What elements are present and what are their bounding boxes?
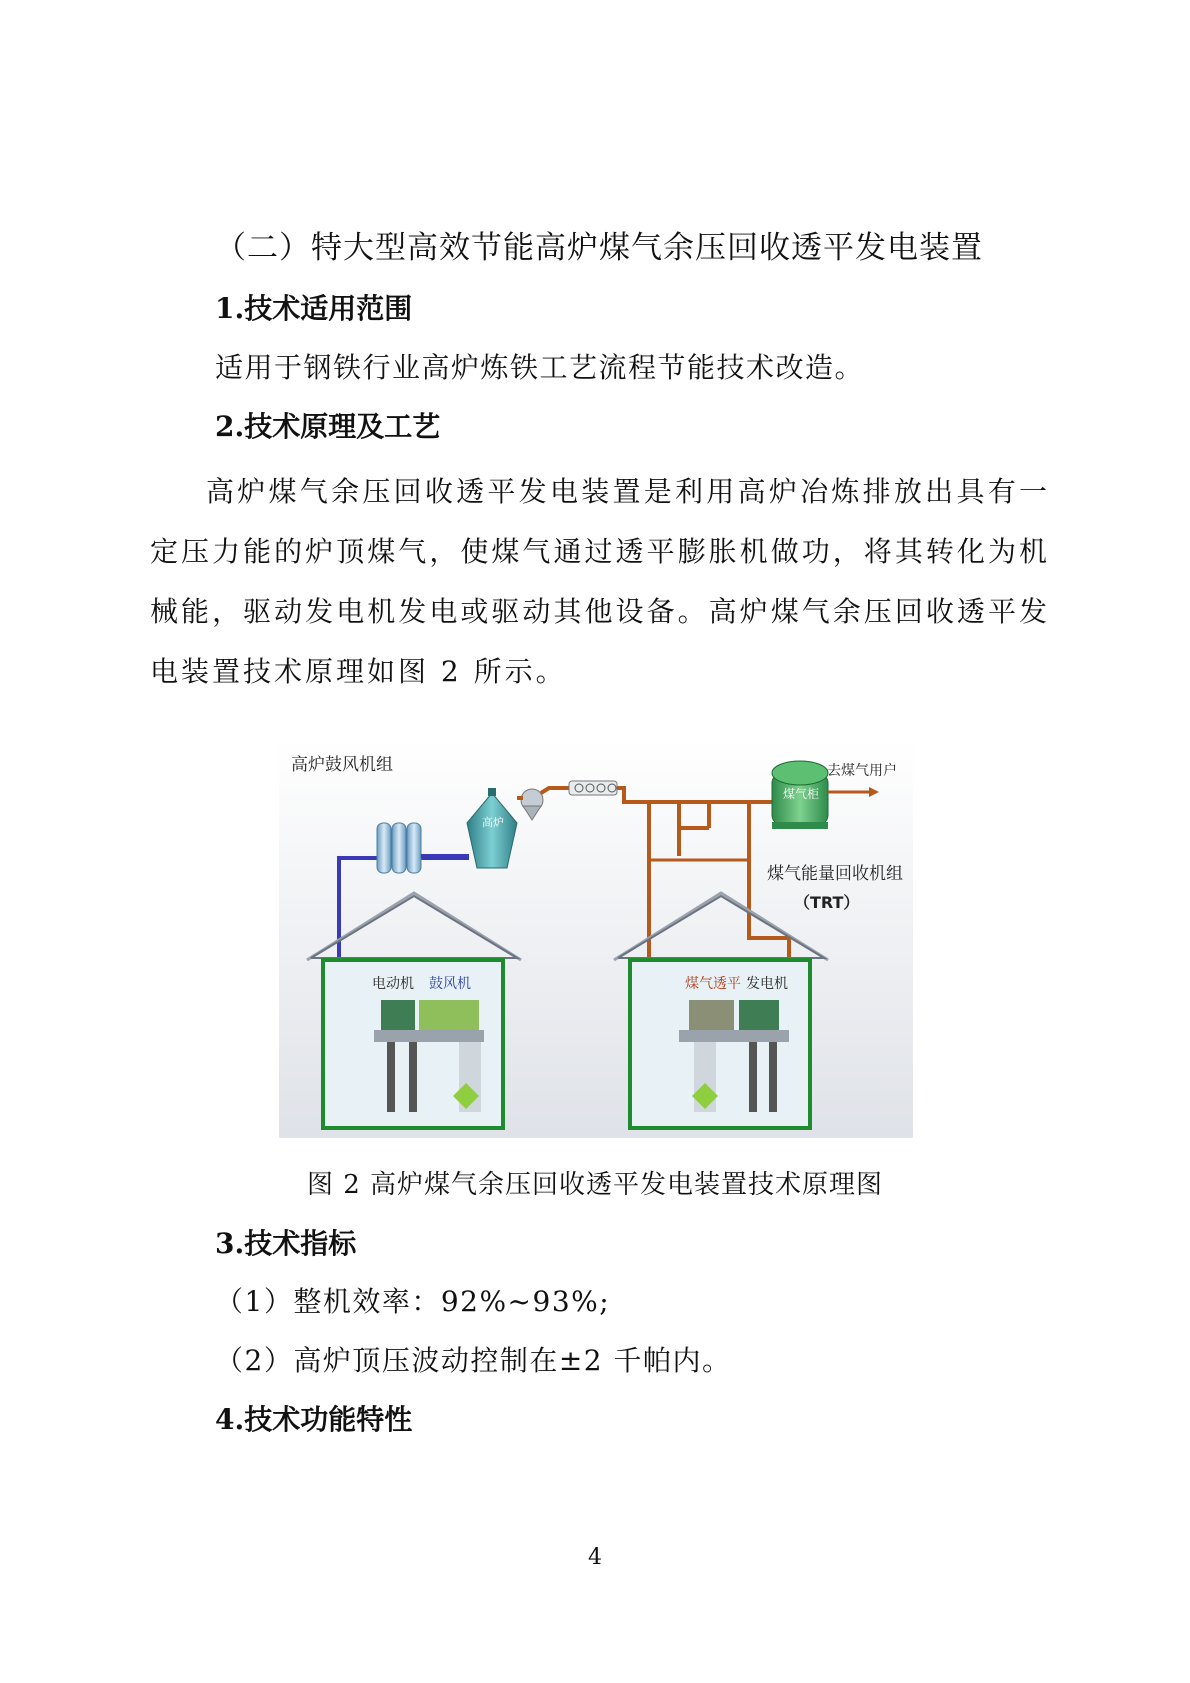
label-to-users: 去煤气用户	[827, 763, 897, 779]
principle-paragraph	[150, 462, 1050, 702]
label-furnace: 高炉	[482, 816, 504, 829]
heading-scope: 1.技术适用范围	[215, 292, 413, 325]
hot-stove-tanks	[377, 823, 421, 873]
label-trt-group: 煤气能量回收机组	[767, 864, 903, 884]
label-motor: 电动机	[372, 976, 414, 992]
label-blower: 鼓风机	[429, 976, 471, 992]
heading-features: 4.技术功能特性	[215, 1403, 413, 1436]
scope-text: 适用于钢铁行业高炉炼铁工艺流程节能技术改造。	[215, 351, 865, 384]
figure-svg	[279, 738, 913, 1138]
figure-caption: 图 2 高炉煤气余压回收透平发电装置技术原理图	[306, 1170, 884, 1200]
heading-principle: 2.技术原理及工艺	[215, 410, 441, 443]
page-number: 4	[588, 1545, 602, 1570]
gas-holder	[772, 761, 828, 829]
label-turbine: 煤气透平	[685, 976, 741, 992]
indicator-item-1: （1）整机效率：92%~93%;	[215, 1285, 611, 1318]
principle-text: 高炉煤气余压回收透平发电装置是利用高炉冶炼排放出具有一定压力能的炉顶煤气，使煤气通过透平膨胀机做功，将其转化为机械能，驱动发电机发电或驱动其他设备。高炉煤气余压回收透平发电装置技术原理如图 2 所示。	[150, 475, 1050, 688]
gas-scrubber	[569, 781, 617, 795]
heading-indicators: 3.技术指标	[215, 1227, 357, 1260]
label-blower-group: 高炉鼓风机组	[291, 755, 393, 775]
indicator-item-2: （2）高炉顶压波动控制在±2 千帕内。	[215, 1344, 732, 1377]
label-gas-holder: 煤气柜	[783, 787, 820, 801]
trt-principle-figure	[279, 738, 913, 1138]
label-generator: 发电机	[746, 976, 788, 992]
label-trt: （TRT）	[794, 893, 860, 912]
section-title: （二）特大型高效节能高炉煤气余压回收透平发电装置	[215, 230, 983, 266]
